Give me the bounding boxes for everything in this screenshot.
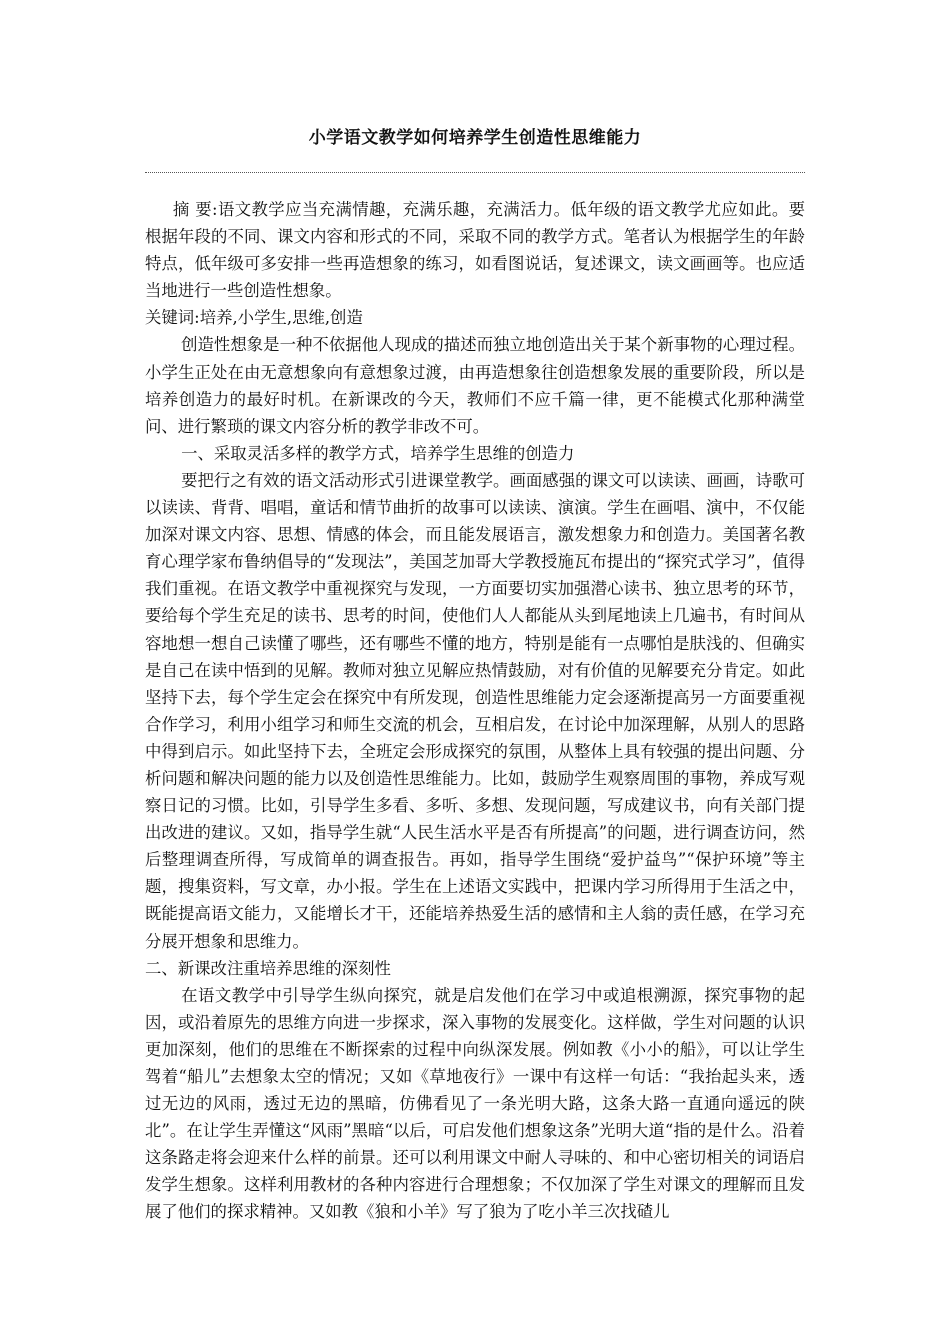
keywords-line: 关键词:培养,小学生,思维,创造 (145, 308, 363, 328)
body-paragraph: 创造性想象是一种不依据他人现成的描述而独立地创造出关于某个新事物的心理过程。小学生正处在由无意想象向有意想象过渡，由再造想象往创造想象发展的重要阶段，所以是培养创造力的最好时机。在新课改的今天，教师们不应千篇一律，更不能模式化那种满堂问、进行繁琐的课文内容分析的教学非改不可。 (145, 335, 805, 436)
title-divider (145, 172, 805, 173)
body-paragraph: 在语文教学中引导学生纵向探究，就是启发他们在学习中或追根溯源，探究事物的起因，或沿着原先的思维方向进一步探求，深入事物的发展变化。这样做，学生对问题的认识更加深刻，他们的思维在不断探索的过程中向纵深发展。例如教《小小的船》，可以让学生驾着“船儿”去想象太空的情况；又如《草地夜行》一课中有这样一句话：“我抬起头来，透过无边的风雨，透过无边的黑暗，仿佛看见了一条光明大路，这条大路一直通向遥远的陕北”。在让学生弄懂这“风雨”黑暗“以后，可启发他们想象这条”光明大道“指的是什么。沿着这条路走将会迎来什么样的前景。还可以利用课文中耐人寻味的、和中心密切相关的词语启发学生想象。这样利用教材的各种内容进行合理想象；不仅加深了学生对课文的理解而且发展了他们的探求精神。又如教《狼和小羊》写了狼为了吃小羊三次找碴儿 (145, 985, 805, 1222)
section-heading-2: 二、新课改注重培养思维的深刻性 (145, 958, 391, 978)
document-title: 小学语文教学如何培养学生创造性思维能力 (308, 128, 642, 148)
body-paragraph: 要把行之有效的语文活动形式引进课堂教学。画面感强的课文可以读读、画画，诗歌可以读读、背背、唱唱，童话和情节曲折的故事可以读读、演演。学生在画唱、演中，不仅能加深对课文内容、思想、情感的体会，而且能发展语言，激发想象力和创造力。美国著名教育心理学家布鲁纳倡导的“发现法”，美国芝加哥大学教授施瓦布提出的“探究式学习”，值得我们重视。在语文教学中重视探究与发现，一方面要切实加强潜心读书、独立思考的环节，要给每个学生充足的读书、思考的时间，使他们人人都能从头到尾地读上几遍书，有时间从容地想一想自己读懂了哪些，还有哪些不懂的地方，特别是能有一点哪怕是肤浅的、但确实是自己在读中悟到的见解。教师对独立见解应热情鼓励，对有价值的见解要充分肯定。如此坚持下去，每个学生定会在探究中有所发现，创造性思维能力定会逐渐提高另一方面要重视合作学习，利用小组学习和师生交流的机会，互相启发，在讨论中加深理解，从别人的思路中得到启示。如此坚持下去，全班定会形成探究的氛围，从整体上具有较强的提出问题、分析问题和解决问题的能力以及创造性思维能力。比如，鼓励学生观察周围的事物，养成写观察日记的习惯。比如，引导学生多看、多听、多想、发现问题，写成建议书，向有关部门提出改进的建议。又如，指导学生就“人民生活水平是否有所提高”的问题，进行调查访问，然后整理调查所得，写成简单的调查报告。再如，指导学生围绕“爱护益鸟”“保护环境”等主题，搜集资料，写文章，办小报。学生在上述语文实践中，把课内学习所得用于生活之中，既能提高语文能力，又能增长才干，还能培养热爱生活的感情和主人翁的责任感，在学习充分展开想象和思维力。 (145, 470, 805, 951)
abstract-paragraph: 摘 要:语文教学应当充满情趣，充满乐趣，充满活力。低年级的语文教学尤应如此。要根据年段的不同、课文内容和形式的不同，采取不同的教学方式。笔者认为根据学生的年龄特点，低年级可多安排一些再造想象的练习，如看图说话，复述课文，读文画画等。也应适当地进行一些创造性想象。 (145, 200, 805, 301)
section-heading-1: 一、采取灵活多样的教学方式，培养学生思维的创造力 (181, 443, 575, 463)
document-body (145, 196, 805, 1226)
